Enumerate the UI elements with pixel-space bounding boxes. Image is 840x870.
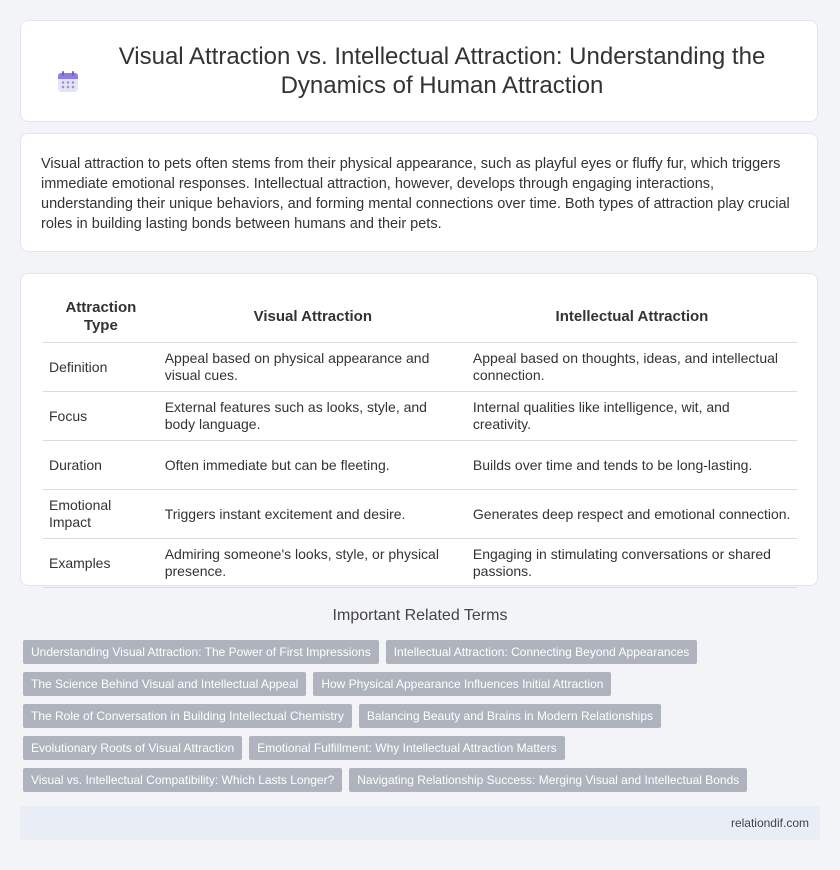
footer-site-link[interactable]: relationdif.com: [730, 816, 809, 830]
tag-row: [23, 704, 803, 728]
table-row: [43, 343, 797, 392]
table-cell: Appeal based on physical appearance and visual cues.: [159, 343, 467, 392]
table-cell: Engaging in stimulating conversations or shared passions.: [467, 539, 797, 588]
intro-text: Visual attraction to pets often stems from their physical appearance, such as playful eyes or fluffy fur, which triggers immediate emotional responses. Intellectual attraction, however, develops through engaging interactions, understanding their unique behaviors, and forming mental connections over time. Both types of attraction play crucial roles in building lasting bonds between humans and their pets.: [41, 156, 790, 232]
table-cell: Generates deep respect and emotional connection.: [467, 490, 797, 539]
comparison-table-card: [20, 273, 818, 586]
tag-row: [23, 736, 803, 760]
table-header-cell: Attraction Type: [43, 292, 159, 343]
table-cell: Focus: [43, 392, 159, 441]
table-row: [43, 490, 797, 539]
comparison-table: [43, 292, 797, 588]
related-terms-tags: [23, 640, 803, 800]
related-term-tag[interactable]: Balancing Beauty and Brains in Modern Relationships: [359, 704, 661, 728]
page-title: Visual Attraction vs. Intellectual Attraction: Understanding the Dynamics of Human Attraction: [118, 43, 766, 99]
related-terms-title: Important Related Terms: [332, 607, 508, 624]
table-header-cell: Visual Attraction: [159, 292, 467, 343]
related-term-tag[interactable]: The Science Behind Visual and Intellectual Appeal: [23, 672, 306, 696]
header-card: [20, 20, 818, 122]
related-term-tag[interactable]: Intellectual Attraction: Connecting Beyond Appearances: [386, 640, 698, 664]
related-term-tag[interactable]: Understanding Visual Attraction: The Power of First Impressions: [23, 640, 379, 664]
table-row: [43, 392, 797, 441]
table-cell: External features such as looks, style, and body language.: [159, 392, 467, 441]
related-term-tag[interactable]: The Role of Conversation in Building Intellectual Chemistry: [23, 704, 352, 728]
related-term-tag[interactable]: Emotional Fulfillment: Why Intellectual Attraction Matters: [249, 736, 564, 760]
table-cell: Internal qualities like intelligence, wit, and creativity.: [467, 392, 797, 441]
table-cell: Appeal based on thoughts, ideas, and intellectual connection.: [467, 343, 797, 392]
footer: [20, 806, 820, 840]
table-header-cell: Intellectual Attraction: [467, 292, 797, 343]
calendar-icon: [56, 70, 80, 94]
table-row: [43, 539, 797, 588]
tag-row: [23, 640, 803, 664]
table-cell: Examples: [43, 539, 159, 588]
table-cell: Definition: [43, 343, 159, 392]
intro-card: [20, 133, 818, 252]
table-row: [43, 441, 797, 490]
related-term-tag[interactable]: Visual vs. Intellectual Compatibility: Which Lasts Longer?: [23, 768, 342, 792]
related-term-tag[interactable]: Evolutionary Roots of Visual Attraction: [23, 736, 242, 760]
related-term-tag[interactable]: Navigating Relationship Success: Merging Visual and Intellectual Bonds: [349, 768, 747, 792]
tag-row: [23, 672, 803, 696]
tag-row: [23, 768, 803, 792]
table-cell: Emotional Impact: [43, 490, 159, 539]
table-cell: Admiring someone's looks, style, or physical presence.: [159, 539, 467, 588]
table-cell: Duration: [43, 441, 159, 490]
table-cell: Builds over time and tends to be long-lasting.: [467, 441, 797, 490]
table-cell: Triggers instant excitement and desire.: [159, 490, 467, 539]
table-header-row: [43, 292, 797, 343]
table-cell: Often immediate but can be fleeting.: [159, 441, 467, 490]
related-term-tag[interactable]: How Physical Appearance Influences Initial Attraction: [313, 672, 611, 696]
